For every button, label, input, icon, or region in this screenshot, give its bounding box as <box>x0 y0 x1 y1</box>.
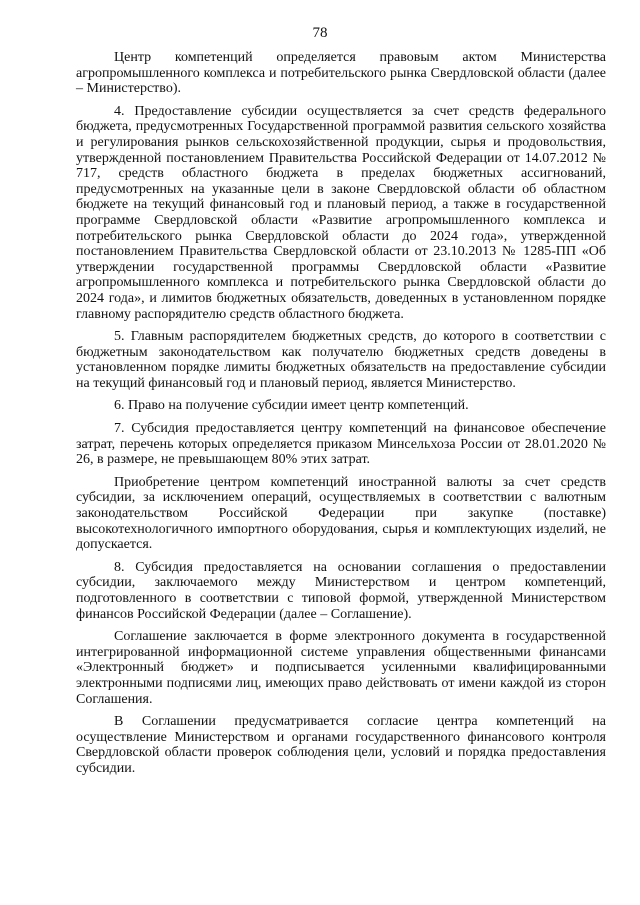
paragraph-competence-center: Центр компетенций определяется правовым актом Министерства агропромышленного комплекса и потребительского рынка Свердловской области (далее – Министерство). <box>76 50 606 97</box>
paragraph-4-funding-source: 4. Предоставление субсидии осуществляется за счет средств федерального бюджета, предусмотренных Государственной программой развития сельского хозяйства и регулирования рынков сельскохозяйственной продукции, сырья и продовольствия, утвержденной постановлением Правительства Российской Федерации от 14.07.2012 № 717, средств областного бюджета в пределах бюджетных ассигнований, предусмотренных на указанные цели в законе Свердловской области об областном бюджете на текущий финансовый год и плановый период, а также в государственной программе Свердловской области «Развитие агропромышленного комплекса и потребительского рынка Свердловской области до 2024 года», утвержденной постановлением Правительства Свердловской области от 23.10.2013 № 1285-ПП «Об утверждении государственной программы Свердловской области «Развитие агропромышленного комплекса и потребительского рынка Свердловской области до 2024 года», и лимитов бюджетных обязательств, доведенных в установленном порядке главному распорядителю средств областного бюджета. <box>76 103 606 322</box>
paragraph-control-consent: В Соглашении предусматривается согласие центра компетенций на осуществление Министерством и органами государственного финансового контроля Свердловской области проверок соблюдения цели, условий и порядка предоставления субсидии. <box>76 714 606 776</box>
paragraph-5-main-administrator: 5. Главным распорядителем бюджетных средств, до которого в соответствии с бюджетным законодательством как получателю бюджетных средств доведены в установленном порядке лимиты бюджетных обязательств на предоставление субсидии на текущий финансовый год и плановый период, является Министерство. <box>76 329 606 391</box>
page-number: 78 <box>312 25 328 41</box>
paragraph-electronic-budget: Соглашение заключается в форме электронного документа в государственной интегрированной информационной системе управления общественными финансами «Электронный бюджет» и подписывается усиленными квалифицированными электронными подписями лиц, имеющих право действовать от имени каждой из сторон Соглашения. <box>76 629 606 707</box>
paragraph-8-agreement: 8. Субсидия предоставляется на основании соглашения о предоставлении субсидии, заключаемого между Министерством и центром компетенций, подготовленного в соответствии с типовой формой, утвержденной Министерством финансов Российской Федерации (далее – Соглашение). <box>76 559 606 622</box>
paragraph-foreign-currency: Приобретение центром компетенций иностранной валюты за счет средств субсидии, за исключением операций, осуществляемых в соответствии с валютным законодательством Российской Федерации при закупке (поставке) высокотехнологичного импортного оборудования, сырья и комплектующих изделий, не допускается. <box>76 474 606 553</box>
paragraph-6-eligibility: 6. Право на получение субсидии имеет центр компетенций. <box>114 398 469 414</box>
paragraph-7-subsidy-costs: 7. Субсидия предоставляется центру компетенций на финансовое обеспечение затрат, перечень которых определяется приказом Минсельхоза России от 28.01.2020 № 26, в размере, не превышающем 80% этих затрат. <box>76 421 606 468</box>
document-body <box>76 50 606 784</box>
